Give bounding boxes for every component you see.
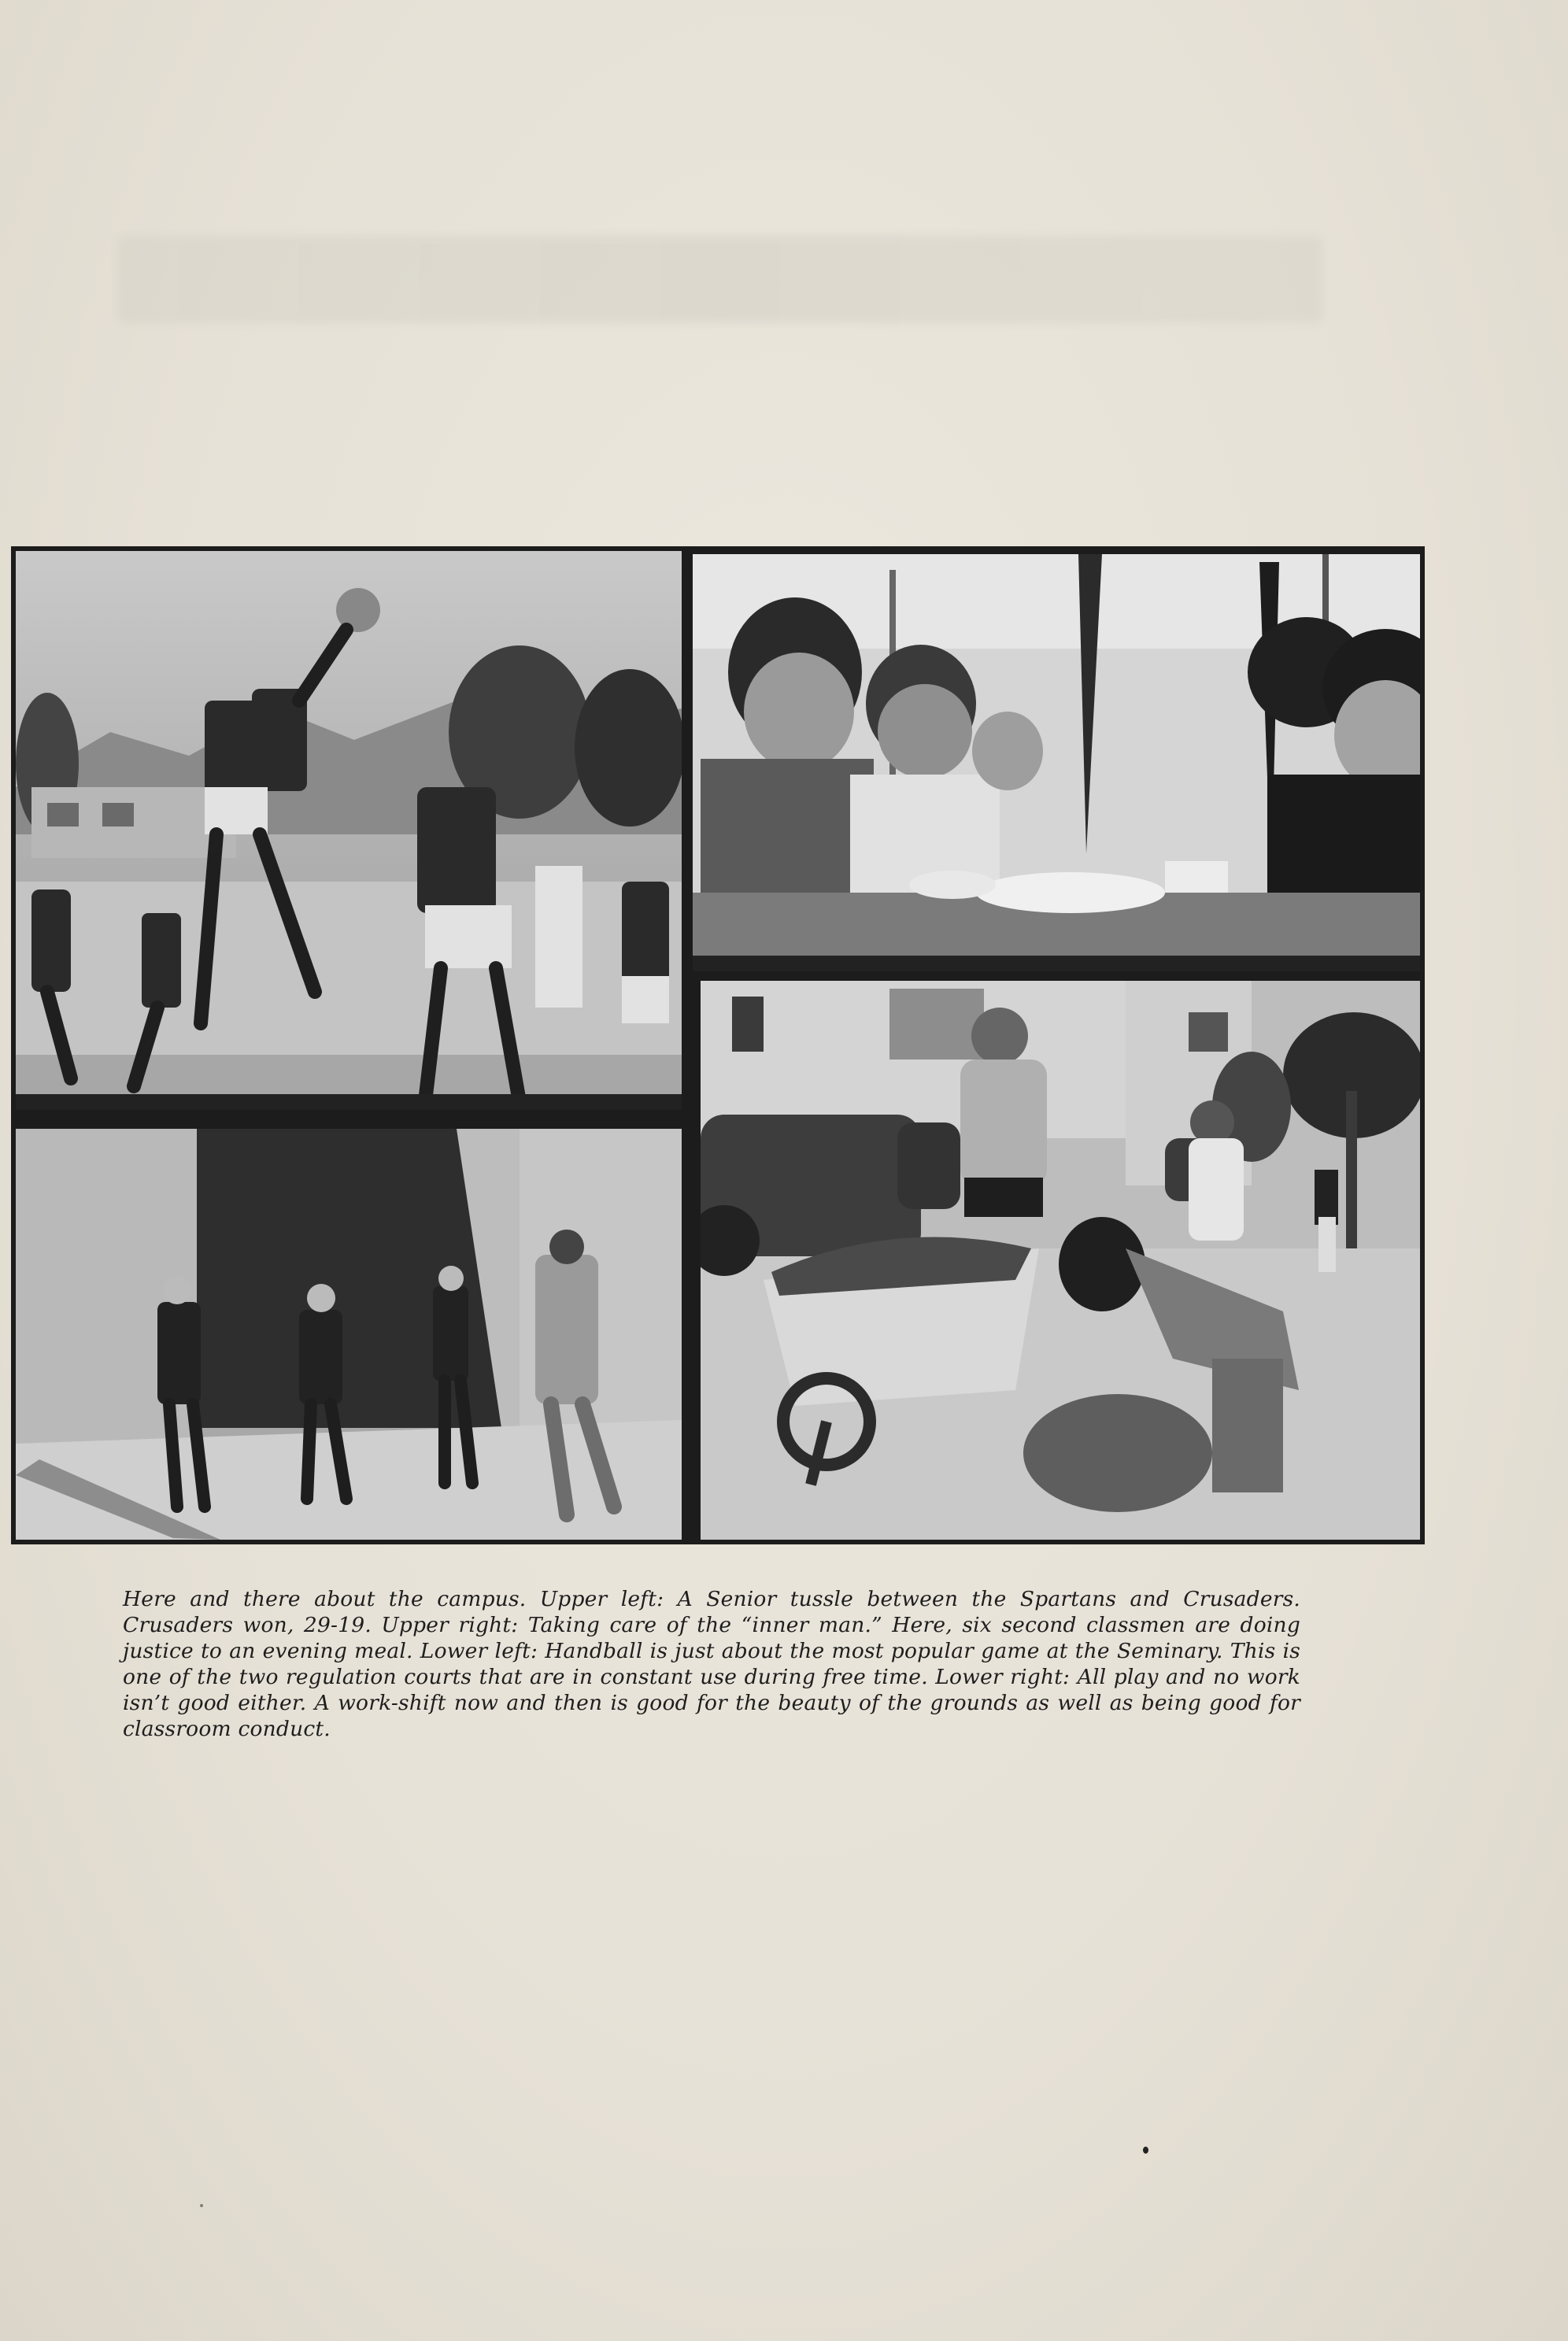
handball-scene-icon — [16, 1129, 682, 1540]
basketball-photo — [16, 551, 682, 1110]
work-shift-scene-icon — [701, 981, 1420, 1540]
show-through-title — [118, 236, 1322, 323]
paper-speck — [200, 2204, 203, 2207]
dining-scene-icon — [693, 554, 1420, 971]
work-shift-photo — [701, 981, 1420, 1540]
handball-court-photo — [16, 1129, 682, 1540]
basketball-scene-icon — [16, 551, 682, 1110]
photo-caption: Here and there about the campus. Upper left: A Senior tussle between the Spartans and Crusaders. Crusaders won, 29-19. Upper right: Taking care of the “inner man.” Here, six second classmen are doing justice to an evening meal. Lower left: Handball is just about the most popular game at the Seminary. This is one of the two regulation courts that are in constant use during free time. Lower right: All play and no work isn’t good either. A work-shift now and then is good for the beauty of the grounds as well as being good for classroom conduct. — [123, 1586, 1300, 1741]
paper-speck — [1143, 2147, 1148, 2154]
dining-photo — [693, 554, 1420, 971]
photo-collage — [11, 546, 1425, 1544]
